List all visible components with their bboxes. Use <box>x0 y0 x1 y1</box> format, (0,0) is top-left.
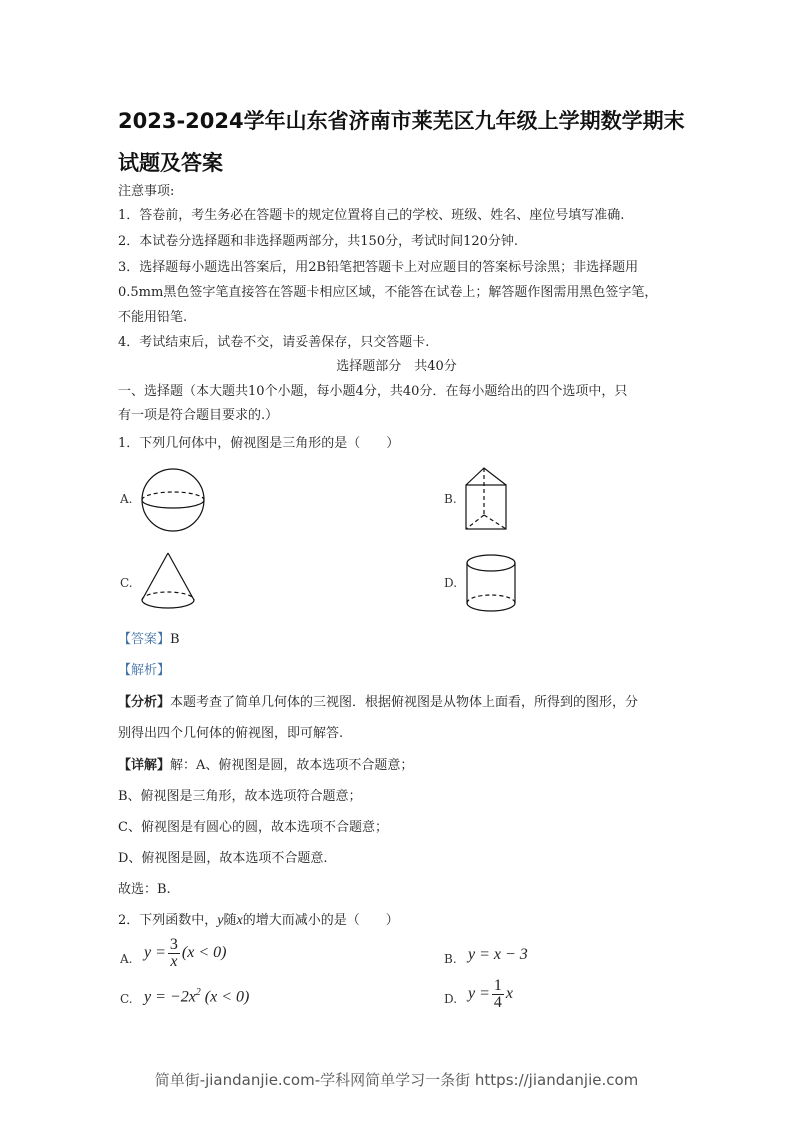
q1-stem: 1．下列几何体中，俯视图是三角形的是（ ） <box>118 436 400 451</box>
q2-option-b-label: B. <box>444 952 457 966</box>
section-heading: 选择题部分 共40分 <box>336 359 457 374</box>
q2-option-d-label: D. <box>444 992 458 1006</box>
sphere-figure <box>138 465 208 535</box>
q1-fenxi <box>118 693 638 713</box>
q1-detail-d: D、俯视图是圆，故本选项不合题意. <box>118 851 328 866</box>
notice-item-1: 1．答卷前，考生务必在答题卡的规定位置将自己的学校、班级、姓名、座位号填写准确. <box>118 208 625 223</box>
fraction: $\frac{3}{x}$ <box>169 936 178 970</box>
notice-heading: 注意事项: <box>118 184 175 199</box>
answer-tag: 【答案】 <box>118 632 171 647</box>
q1-detail-b: B、俯视图是三角形，故本选项符合题意； <box>118 789 362 804</box>
answer-value: B <box>170 632 180 647</box>
q1-answer <box>118 630 180 650</box>
detail-text: 解：A、俯视图是圆，故本选项不合题意； <box>170 758 414 773</box>
detail-tag: 【详解】 <box>118 758 171 773</box>
q1-conclusion: 故选：B. <box>118 882 171 897</box>
q2-option-c-label: C. <box>120 992 133 1006</box>
q2-option-a-formula: y = $\frac{3}{x}$ (x < 0) <box>144 936 227 970</box>
part-one-intro-cont: 有一项是符合题目要求的.） <box>118 408 279 423</box>
fenxi-text: 本题考查了简单几何体的三视图．根据俯视图是从物体上面看，所得到的图形，分 <box>170 695 639 710</box>
title-line-1: 2023-2024学年山东省济南市莱芜区九年级上学期数学期末 <box>118 109 685 133</box>
analysis-tag: 【解析】 <box>118 663 171 678</box>
q1-option-c-label: C. <box>120 576 133 590</box>
q1-option-b-label: B. <box>444 492 457 506</box>
q2-option-a-label: A. <box>120 952 133 966</box>
q2-option-d-formula: y = $\frac{1}{4}$ x <box>468 977 514 1011</box>
cone-figure <box>138 550 200 612</box>
fraction: $\frac{1}{4}$ <box>493 977 502 1011</box>
title-line-2: 试题及答案 <box>118 151 223 175</box>
cylinder-figure <box>462 550 522 616</box>
fenxi-tag: 【分析】 <box>118 695 171 710</box>
q1-detail-c: C、俯视图是有圆心的圆，故本选项不合题意； <box>118 820 388 835</box>
q2-stem: 2．下列函数中，y随x的增大而减小的是（ ） <box>118 913 399 928</box>
q2-option-b-formula: y = x − 3 <box>468 946 528 963</box>
q1-option-d-label: D. <box>444 576 458 590</box>
q1-analysis-tag <box>118 661 170 681</box>
q1-detail <box>118 756 413 776</box>
triangular-prism-figure <box>462 465 518 533</box>
q1-option-a-label: A. <box>120 492 133 506</box>
notice-item-4: 4．考试结束后，试卷不交，请妥善保存，只交答题卡. <box>118 335 430 350</box>
q1-fenxi-cont: 别得出四个几何体的俯视图，即可解答. <box>118 726 344 741</box>
notice-item-2: 2．本试卷分选择题和非选择题两部分，共150分，考试时间120分钟. <box>118 234 519 249</box>
q2-option-c-formula: $y = -2x^2$ (x < 0) <box>144 987 250 1006</box>
notice-item-3: 3．选择题每小题选出答案后，用2B铅笔把答题卡上对应题目的答案标号涂黑；非选择题用 <box>118 260 639 275</box>
footer-watermark: 简单街-jiandanjie.com-学科网简单学习一条街 https://jiandanjie.com <box>154 1071 639 1089</box>
document-title <box>118 100 688 184</box>
part-one-intro: 一、选择题（本大题共10个小题，每小题4分，共40分．在每小题给出的四个选项中，只 <box>118 384 628 399</box>
notice-item-3-cont2: 不能用铅笔. <box>118 310 188 325</box>
notice-item-3-cont: 0.5mm黑色签字笔直接答在答题卡相应区域，不能答在试卷上；解答题作图需用黑色签字笔， <box>118 285 658 300</box>
